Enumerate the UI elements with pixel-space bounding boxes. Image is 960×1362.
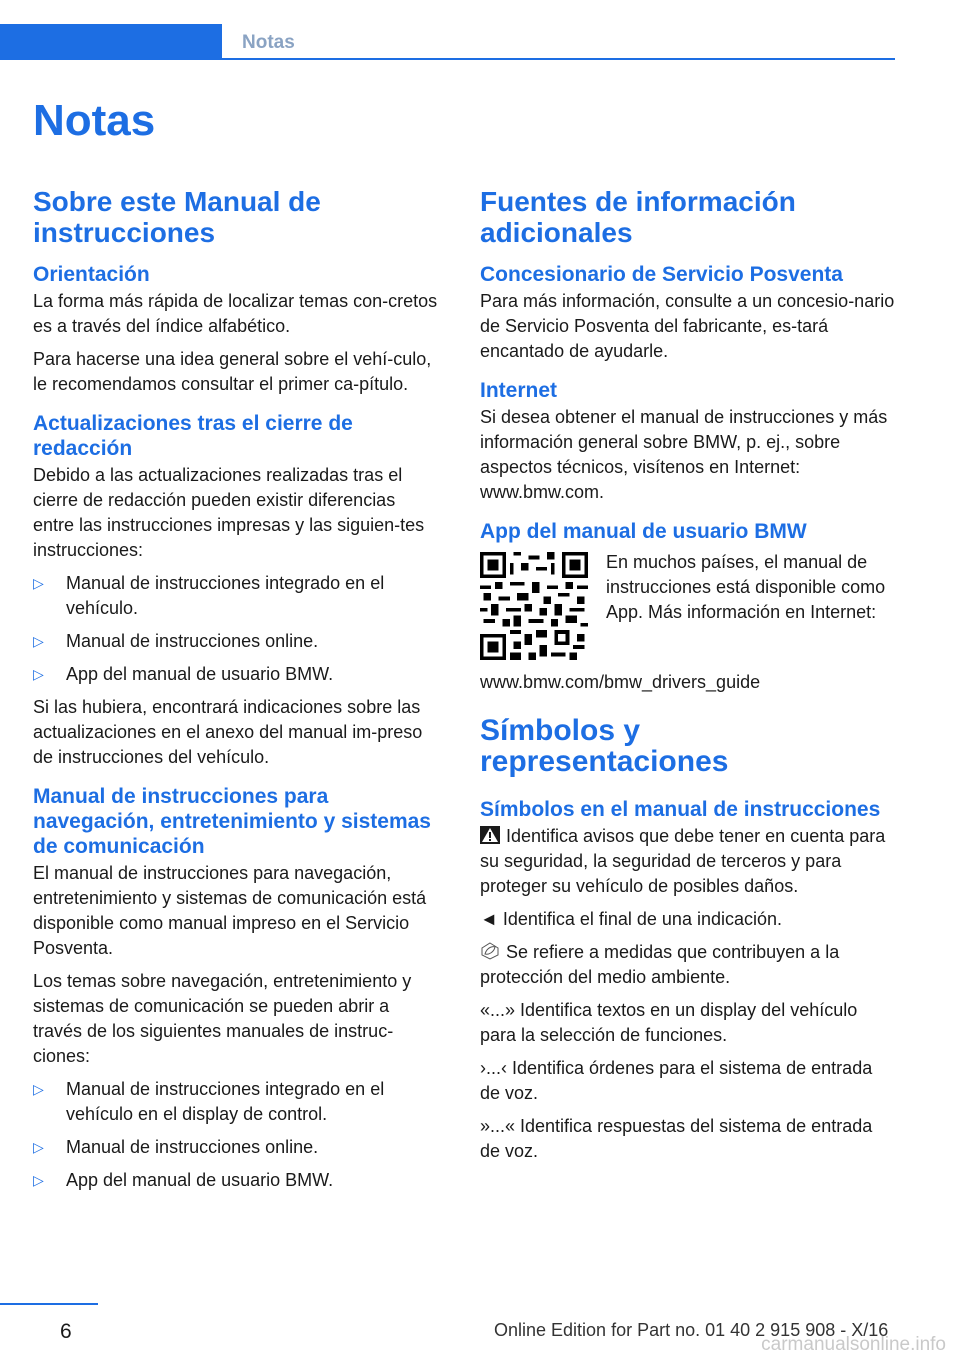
header-rule xyxy=(222,58,895,60)
list-item: ▷ App del manual de usuario BMW. xyxy=(33,1168,438,1193)
qr-code-icon xyxy=(480,552,588,660)
footer-rule xyxy=(0,1303,98,1305)
triangle-bullet-icon: ▷ xyxy=(33,1081,44,1097)
section-title-symbols: Símbolos y representaciones xyxy=(480,714,729,778)
symbol-display-desc: «...» Identifica textos en un display del vehículo para la selección de funciones. xyxy=(480,1000,858,1045)
section-app xyxy=(480,519,895,695)
edition-note: Online Edition for Part no. 01 40 2 915 908 - X/16 xyxy=(494,1320,889,1340)
paragraph: Para más información, consulte a un concesio-nario de Servicio Posventa del fabricante, es-tará encantado de ayudarle. xyxy=(480,291,895,361)
section-navigation-manual xyxy=(33,784,438,1193)
section-title-sources: Fuentes de información adicionales xyxy=(480,186,796,248)
app-description: En muchos países, el manual de instrucciones está disponible como App. Más información en Internet: xyxy=(606,552,886,622)
symbol-warning-desc: Identifica avisos que debe tener en cuenta para su seguridad, la seguridad de terceros y para proteger su vehículo de posibles daños. xyxy=(480,826,886,896)
paragraph: Debido a las actualizaciones realizadas tras el cierre de redacción pueden existir diferencias entre las instrucciones impresas y las siguien-tes instrucciones: xyxy=(33,465,425,560)
paragraph: Para hacerse una idea general sobre el vehí-culo, le recomendamos consultar el primer ca-pítulo. xyxy=(33,349,432,394)
environment-leaf-icon xyxy=(480,942,500,960)
running-header: Notas xyxy=(242,32,295,53)
triangle-bullet-icon: ▷ xyxy=(33,1139,44,1155)
symbol-environment-desc: Se refiere a medidas que contribuyen a la protección del medio ambiente. xyxy=(480,942,840,987)
subheading-navigation: Manual de instrucciones para navegación, entretenimiento y sistemas de comunicación xyxy=(33,785,431,858)
symbol-voice-command-desc: ›...‹ Identifica órdenes para el sistema de entrada de voz. xyxy=(480,1058,873,1103)
qr-row xyxy=(480,550,895,660)
section-symbols xyxy=(480,797,895,1164)
section-dealer xyxy=(480,262,895,364)
app-url: www.bmw.com/bmw_drivers_guide xyxy=(480,672,761,692)
triangle-bullet-icon: ▷ xyxy=(33,666,44,682)
bullet-list xyxy=(33,1077,438,1193)
right-column xyxy=(480,186,895,1172)
list-item: ▷ Manual de instrucciones integrado en el vehículo. xyxy=(33,573,385,618)
bullet-list xyxy=(33,571,438,687)
list-item: ▷ Manual de instrucciones online. xyxy=(33,629,438,654)
subheading-dealer: Concesionario de Servicio Posventa xyxy=(480,263,843,286)
watermark: carmanualsonline.info xyxy=(761,1334,946,1355)
symbol-end-desc: ◄ Identifica el final de una indicación. xyxy=(480,909,783,929)
symbol-voice-response-desc: »...« Identifica respuestas del sistema de entrada de voz. xyxy=(480,1116,873,1161)
paragraph: Si las hubiera, encontrará indicaciones sobre las actualizaciones en el anexo del manual im-preso de instrucciones del vehículo. xyxy=(33,697,423,767)
header-bar xyxy=(0,24,222,60)
subheading-app: App del manual de usuario BMW xyxy=(480,520,807,543)
subheading-orientation: Orientación xyxy=(33,263,150,286)
list-item: ▷ Manual de instrucciones online. xyxy=(33,1135,438,1160)
paragraph: El manual de instrucciones para navegación, entretenimiento y sistemas de comunicación está disponible como manual impreso en el Servicio Posventa. xyxy=(33,863,427,958)
paragraph: La forma más rápida de localizar temas con-cretos es a través del índice alfabético. xyxy=(33,291,438,336)
section-updates xyxy=(33,411,438,770)
paragraph: Los temas sobre navegación, entretenimiento y sistemas de comunicación se pueden abrir a través de los siguientes manuales de instruc-ciones: xyxy=(33,971,412,1066)
triangle-bullet-icon: ▷ xyxy=(33,575,44,591)
section-title-manual: Sobre este Manual de instrucciones xyxy=(33,186,321,248)
warning-triangle-icon xyxy=(480,826,500,844)
left-column xyxy=(33,186,438,1207)
section-orientation xyxy=(33,262,438,397)
chapter-title: Notas xyxy=(33,96,156,145)
triangle-bullet-icon: ▷ xyxy=(33,633,44,649)
paragraph: Si desea obtener el manual de instrucciones y más información general sobre BMW, p. ej., sobre aspectos técnicos, visítenos en Internet: www.bmw.com. xyxy=(480,407,888,502)
triangle-bullet-icon: ▷ xyxy=(33,1172,44,1188)
subheading-internet: Internet xyxy=(480,379,558,402)
list-item: ▷ Manual de instrucciones integrado en el vehículo en el display de control. xyxy=(33,1079,385,1124)
subheading-symbols: Símbolos en el manual de instrucciones xyxy=(480,798,881,821)
subheading-updates: Actualizaciones tras el cierre de redacción xyxy=(33,412,353,460)
list-item: ▷ App del manual de usuario BMW. xyxy=(33,662,438,687)
page-number: 6 xyxy=(60,1320,72,1343)
section-internet xyxy=(480,378,895,505)
